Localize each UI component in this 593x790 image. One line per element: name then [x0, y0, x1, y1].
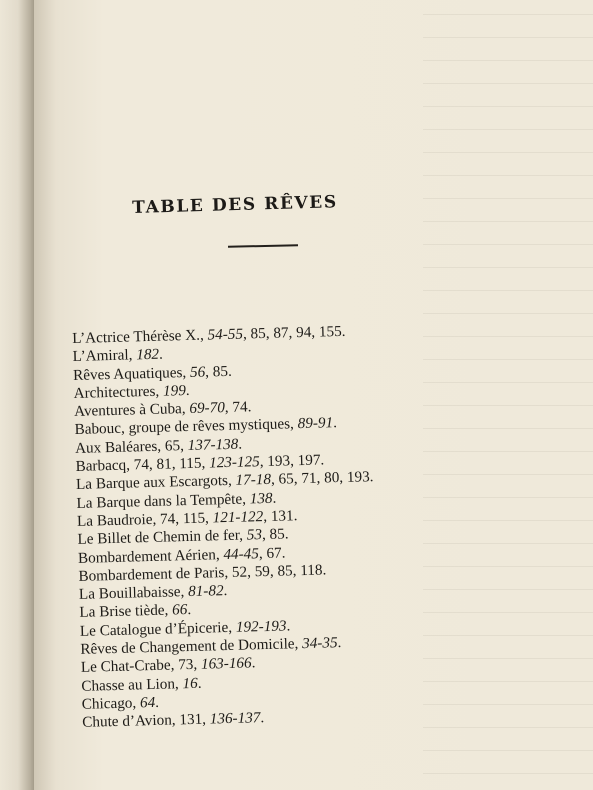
entry-text: Architectures, — [73, 382, 164, 402]
entry-text: Bombardement Aérien, — [77, 545, 224, 567]
entry-text: Chasse au Lion, — [81, 674, 183, 695]
entry-text: , 85, 87, 94, 155. — [242, 322, 346, 343]
left-page-edge — [0, 0, 34, 790]
entry-text: L’Actrice Thérèse X., — [72, 326, 208, 347]
entry-text: , 85. — [204, 362, 232, 381]
page-reference-italic: 138 — [249, 489, 273, 508]
entry-text: Rêves Aquatiques, — [72, 363, 191, 384]
page-reference-italic: 56 — [189, 363, 206, 381]
page-reference-italic: 16 — [182, 674, 198, 692]
entry-text: Chicago, — [81, 694, 141, 713]
entry-text: Aventures à Cuba, — [73, 400, 190, 421]
entry-text: La Bouillabaisse, — [78, 583, 189, 604]
page-reference-italic: 136-137 — [209, 709, 261, 728]
entry-text: . — [154, 693, 160, 711]
entry-text: , 193, 197. — [259, 451, 325, 471]
entry-text: La Barque aux Escargots, — [75, 472, 236, 494]
entry-text: , 131. — [263, 507, 298, 526]
page-reference-italic: 44-45 — [223, 544, 260, 563]
entry-text: . — [223, 582, 228, 600]
entry-text: La Baudroie, 74, 115, — [76, 509, 213, 530]
entry-text: L’Amiral, — [72, 346, 137, 366]
entry-text: Rêves de Changement de Domicile, — [80, 635, 303, 658]
entry-text: . — [260, 709, 265, 727]
entry-text: . — [337, 634, 342, 652]
entry-text: , 85. — [261, 525, 289, 544]
page-reference-italic: 123-125 — [208, 453, 260, 472]
entry-text: Babouc, groupe de rêves mystiques, — [74, 415, 298, 439]
page-reference-italic: 199 — [162, 381, 187, 400]
page-reference-italic: 137-138 — [187, 435, 239, 454]
page-reference-italic: 69-70 — [189, 399, 226, 418]
entry-text: . — [251, 654, 256, 672]
page-reference-italic: 89-91 — [297, 414, 334, 433]
page-reference-italic: 53 — [246, 526, 263, 544]
page-reference-italic: 66 — [171, 601, 188, 619]
entry-text: Le Chat-Crabe, 73, — [80, 656, 202, 677]
entry-text: , 74. — [224, 398, 252, 417]
entry-text: . — [286, 617, 291, 635]
entry-text: Aux Baléares, 65, — [74, 436, 188, 457]
dream-index-list — [72, 319, 502, 732]
page-reference-italic: 17-18 — [235, 471, 272, 490]
entry-text: Chute d’Avion, 131, — [82, 710, 211, 732]
entry-text: . — [238, 435, 243, 453]
page-reference-italic: 64 — [139, 693, 156, 712]
entry-text: . — [185, 381, 190, 399]
entry-text: . — [332, 414, 338, 432]
page-reference-italic: 34-35 — [301, 634, 338, 653]
page-reference-italic: 54-55 — [207, 325, 244, 344]
entry-text: Le Billet de Chemin de fer, — [77, 526, 248, 549]
page-reference-italic: 121-122 — [212, 508, 264, 527]
page-reference-italic: 163-166 — [200, 654, 252, 674]
entry-text: La Brise tiède, — [79, 601, 173, 622]
entry-text: , 65, 71, 80, 193. — [270, 468, 374, 489]
page-reference-italic: 192-193 — [235, 617, 287, 636]
entry-text: . — [197, 674, 202, 692]
entry-text: . — [187, 601, 192, 619]
entry-text: Bombardement de Paris, 52, 59, 85, 118. — [78, 561, 327, 585]
entry-text: . — [158, 345, 164, 364]
page-reference-italic: 182 — [136, 346, 160, 364]
entry-text: Le Catalogue d’Épicerie, — [79, 618, 237, 640]
page-title: TABLE DES RÊVES — [132, 192, 338, 218]
page-reference-italic: 81-82 — [187, 582, 224, 601]
entry-text: . — [272, 489, 277, 507]
entry-text: Barbacq, 74, 81, 115, — [75, 454, 210, 476]
entry-text: La Barque dans la Tempête, — [76, 490, 250, 512]
entry-text: , 67. — [258, 544, 286, 562]
